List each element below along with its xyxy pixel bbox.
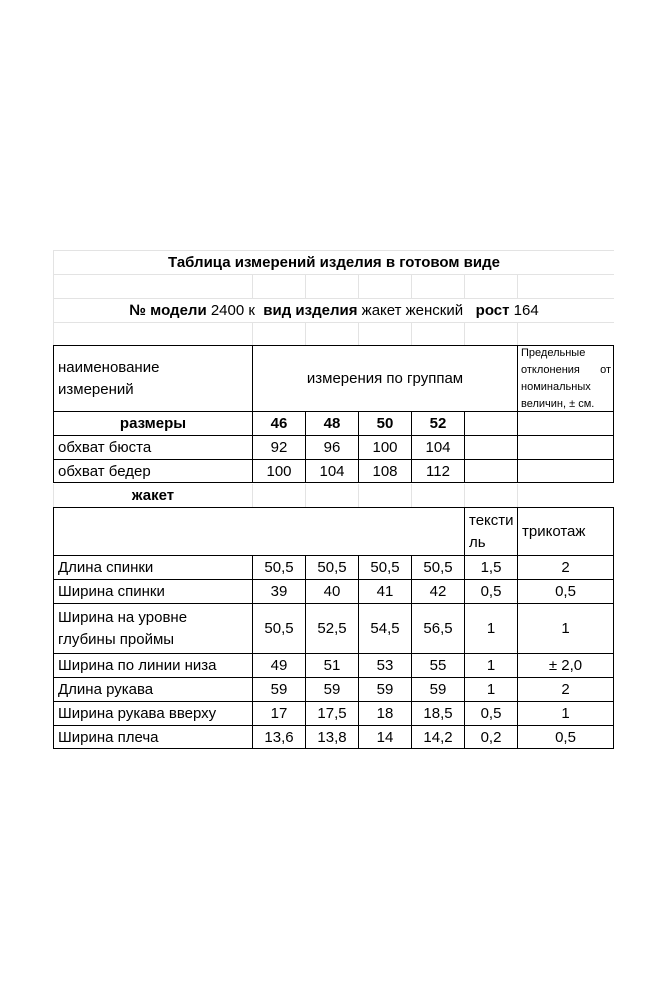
section-label: жакет (53, 484, 252, 507)
size-cell: 52 (411, 411, 464, 435)
model-label: № модели (129, 302, 207, 319)
header-name-line1: наименование (58, 358, 160, 376)
sizes-row (53, 411, 614, 435)
header-row (53, 345, 614, 411)
table-row: Ширина на уровне глубины проймы 50,5 52,5 54,5 56,5 1 1 (53, 603, 614, 653)
model-row (53, 298, 614, 322)
table-row: Ширина рукава вверху 17 17,5 18 18,5 0,5 1 (53, 701, 614, 725)
table-title: Таблица измерений изделия в готовом виде (53, 250, 614, 274)
type-value: жакет женский (361, 302, 464, 319)
size-cell: 50 (358, 411, 411, 435)
height-value: 164 (513, 302, 539, 319)
type-label: вид изделия (263, 302, 358, 319)
header-name-line2: измерений (58, 380, 134, 398)
table-row: Ширина плеча 13,6 13,8 14 14,2 0,2 0,5 (53, 725, 614, 749)
sizes-label: размеры (53, 411, 252, 435)
size-cell: 46 (252, 411, 305, 435)
fabric-row (53, 507, 614, 555)
spacer-row (53, 274, 614, 298)
title-row (53, 250, 614, 274)
body-row: обхват бюста 92 96 100 104 (53, 435, 614, 459)
height-label: рост (475, 302, 510, 319)
model-info (53, 298, 614, 322)
size-cell: 48 (305, 411, 358, 435)
model-value: 2400 к (210, 302, 255, 319)
spacer-row (53, 322, 614, 346)
fabric-knit: трикотаж (517, 507, 614, 555)
table-row: Ширина спинки 39 40 41 42 0,5 0,5 (53, 579, 614, 603)
body-row: обхват бедер 100 104 108 112 (53, 459, 614, 483)
fabric-textile: тексти ль (464, 507, 517, 555)
header-name-cell (53, 345, 252, 411)
table-row: Длина спинки 50,5 50,5 50,5 50,5 1,5 2 (53, 555, 614, 579)
measurement-sheet (53, 250, 614, 750)
section-row (53, 484, 614, 507)
header-tolerance-cell: Предельные отклонения от номинальных величин, ± см. (517, 345, 614, 411)
table-row: Ширина по линии низа 49 51 53 55 1 ± 2,0 (53, 653, 614, 677)
table-row: Длина рукава 59 59 59 59 1 2 (53, 677, 614, 701)
header-groups-cell: измерения по группам (252, 345, 517, 411)
